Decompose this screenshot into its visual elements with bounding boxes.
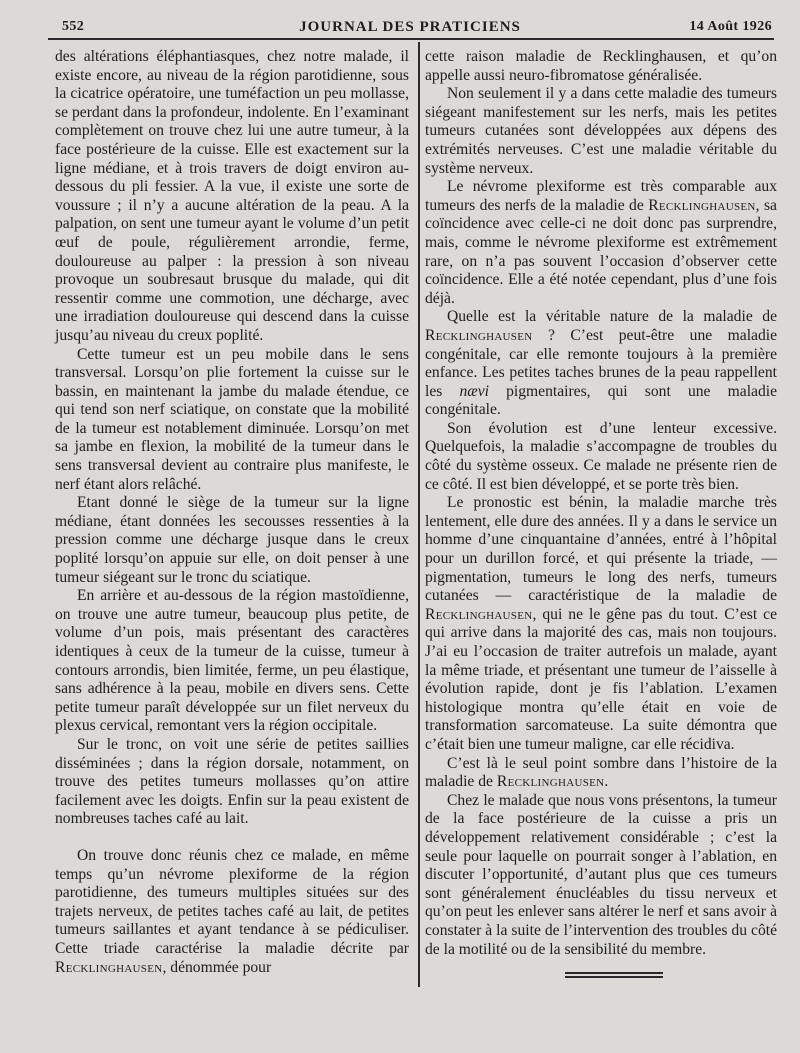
paragraph: Sur le tronc, on voit une série de petites saillies disséminées ; dans la région dorsale, notamment, on trouve des petites tumeurs mollasses qu’on attire facilement avec les doigts. Enfin sur la peau existent de nombreuses taches café au lait. — [55, 735, 409, 828]
paragraph: En arrière et au-dessous de la région mastoïdienne, on trouve une autre tumeur, beaucoup plus petite, de volume d’un pois, mais présentant des caractères identiques à ceux de la tumeur de la cuisse, tumeur à contours arrondis, bien limitée, ferme, un peu élastique, sans adhérence à la peau, mobile en divers sens. Cette petite tumeur paraît développée sur un filet nerveux du plexus cervical, remontant vers la région occipitale. — [55, 587, 409, 735]
right-column — [425, 48, 777, 959]
author-name: Recklinghausen — [425, 605, 533, 623]
paragraph: Son évolution est d’une lenteur excessive. Quelquefois, la maladie s’accompagne de troubles du côté du système osseux. Ce malade ne présente rien de ce côté. Il est bien développé, et se porte très bien. — [425, 419, 777, 493]
issue-date: 14 Août 1926 — [689, 19, 772, 34]
paragraph: Chez le malade que nous vons présentons, la tumeur de la face postérieure de la cuisse a pris un développement relativement considérable ; c’est la seule pour laquelle on pourrait songer à l’ablation, en discuter l’opportunité, d’autant plus que ces tumeurs sont généralement énucléables du tissu nerveux et qu’on peut les enlever sans altérer le nerf et sans avoir à constater à la suite de l’intervention des troubles du côté de la motilité ou de la sensibilité du membre. — [425, 791, 777, 958]
paragraph-text: Le pronostic est bénin, la maladie marche très lentement, elle dure des années. Il y a dans le service un homme d’une cinquantaine d’années, entré à l’hôpital pour un durillon forcé, et qui présente la triade, — pigmentation, tumeurs le long des nerfs, tumeurs cutanées — caractéristique de la maladie de — [425, 494, 777, 605]
end-rule — [565, 976, 663, 978]
paragraph-text: C’est là le seul point sombre dans l’histoire de la maladie de — [425, 754, 777, 791]
paragraph: Etant donné le siège de la tumeur sur la ligne médiane, étant données les secousses ressenties à la pression comme une décharge jusque dans le creux poplité lorsqu’on appuie sur elle, on doit penser à une tumeur siégeant sur le tronc du sciatique. — [55, 494, 409, 586]
page-number: 552 — [62, 19, 85, 34]
author-name: Recklinghausen — [648, 196, 756, 214]
paragraph-text: On trouve donc réunis chez ce malade, en même temps qu’un névrome plexiforme de la région parotidienne, des tumeurs multiples situées sur des trajets nerveux, de petites taches café au lait, de petites tumeurs saillantes et ayant tendance à se pédiculiser. Cette triade caractérise la maladie décrite par — [55, 846, 409, 957]
author-name: Recklinghausen — [55, 958, 163, 976]
paragraph — [425, 308, 777, 420]
column-divider — [418, 42, 420, 987]
paragraph: cette raison maladie de Recklinghausen, et qu’on appelle aussi neuro-fibromatose généralisée. — [425, 48, 777, 84]
paragraph — [425, 494, 777, 754]
italic-term: nævi — [459, 382, 489, 400]
paragraph-text: , qui ne le gêne pas du tout. C’est ce qui arrive dans la majorité des cas, mais non toujours. J’ai eu l’occasion de traiter autrefois un malade, ayant la même triade, et présentant une tumeur de l’aisselle à évolution rapide, dont je fis l’ablation. L’examen histologique montra qu’elle était en voie de transformation sarcomateuse. La suite démontra que c’était bien une tumeur maligne, car elle récidiva. — [425, 605, 777, 753]
end-rule — [565, 972, 663, 974]
paragraph: Cette tumeur est un peu mobile dans le sens transversal. Lorsqu’on plie fortement la cuisse sur le bassin, en maintenant la jambe du malade étendue, ce qui tend son nerf sciatique, on constate que la mobilité de la tumeur est notablement diminuée. Lorsqu’on met sa jambe en flexion, la mobilité de la tumeur dans le sens transversal devient au contraire plus manifeste, le nerf étant alors relâché. — [55, 345, 409, 493]
paragraph — [425, 178, 777, 308]
header-rule — [48, 38, 774, 40]
paragraph-text: pigmentaires, qui sont une maladie congénitale. — [425, 382, 777, 419]
author-name: Recklinghausen — [425, 326, 533, 344]
page-header — [40, 14, 780, 40]
paragraph — [425, 755, 777, 792]
paragraph-text: , sa coïncidence avec celle-ci ne doit donc pas surprendre, mais, comme le névrome plexiforme est extrêmement rare, on n’a pas souvent l’occasion d’observer cette coïncidence. Elle a été notée cependant, plus d’une fois déjà. — [425, 196, 777, 307]
paragraph: des altérations éléphantiasques, chez notre malade, il existe encore, au niveau de la région parotidienne, sous la cicatrice opératoire, une tuméfaction un peu mollasse, se perdant dans la profondeur, indolente. En l’examinant complètement on trouve chez lui une autre tumeur, à la face postérieure de la cuisse. Elle est exactement sur la ligne médiane, et à trois travers de doigt environ au-dessous du pli fessier. A la vue, il existe une sorte de voussure ; il n’y a aucune altération de la peau. A la palpation, on sent une tumeur ayant le volume d’un petit œuf de poule, régulièrement arrondie, ferme, douloureuse au palper : la pression à son niveau provoque un soubresaut brusque du malade, qui dit ressentir comme une commotion, une décharge, avec une irradiation douloureuse qui descend dans la cuisse jusqu’au niveau du creux poplité. — [55, 48, 409, 344]
paragraph-text: Le névrome plexiforme est très comparable aux tumeurs des nerfs de la maladie de — [425, 178, 777, 214]
left-column — [55, 48, 409, 977]
paragraph-text: , dénommée pour — [162, 958, 272, 976]
paragraph-text: . — [604, 773, 609, 791]
journal-title: JOURNAL DES PRATICIENS — [299, 19, 521, 35]
author-name: Recklinghausen — [496, 773, 605, 791]
paragraph-text: ? C’est peut-être une maladie congénitale, car elle remonte toujours à la première enfance. Les petites taches brunes de la peau rappellent les — [425, 326, 777, 400]
paragraph-text: Quelle est la véritable nature de la maladie de — [447, 308, 777, 326]
paragraph — [55, 847, 409, 977]
paragraph: Non seulement il y a dans cette maladie des tumeurs siégeant manifestement sur les nerfs, mais les petites tumeurs cutanées sont développées aux dépens des extrémités nerveuses. C’est une maladie véritable du système nerveux. — [425, 85, 777, 177]
